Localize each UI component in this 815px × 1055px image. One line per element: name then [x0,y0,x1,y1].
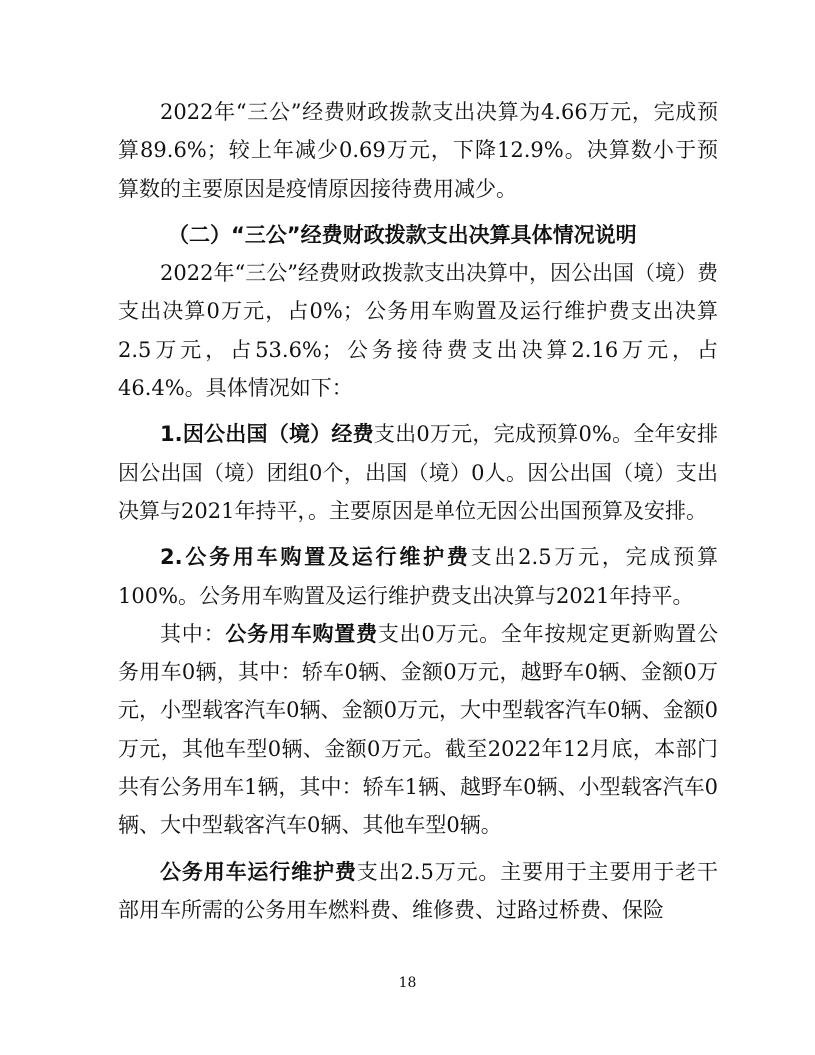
vehicle-expense-text: 支出2.5万元，完成预算100%。公务用车购置及运行维护费支出决算与2021年持平。 [118,545,718,608]
paragraph-vehicle-purchase [118,615,718,845]
vehicle-operation-label: 公务用车运行维护费 [160,859,357,884]
vehicle-purchase-text: 支出0万元。全年按规定更新购置公务用车0辆，其中：轿车0辆、金额0万元，越野车0辆、金额0万元，小型载客汽车0辆、金额0万元，大中型载客汽车0辆、金额0万元，其他车型0辆、金额0万元。截至2022年12月底，本部门共有公务用车1辆，其中：轿车1辆、越野车0辆、小型载客汽车0辆、大中型载客汽车0辆、其他车型0辆。 [118,621,718,838]
paragraph-vehicle-operation [118,853,718,930]
section-heading: （二）“三公”经费财政拨款支出决算具体情况说明 [168,222,637,247]
page-number: 18 [398,975,417,991]
vehicle-purchase-lead: 其中： [160,621,226,646]
vehicle-purchase-label: 公务用车购置费 [225,621,378,646]
paragraph-overseas-expense [118,415,718,530]
paragraph-summary: 2022年“三公”经费财政拨款支出决算为4.66万元，完成预算89.6%；较上年减少0.69万元，下降12.9%。决算数小于预算数的主要原因是疫情原因接待费用减少。 [118,100,718,201]
document-body [118,93,718,929]
paragraph-overview: 2022年“三公”经费财政拨款支出决算中，因公出国（境）费支出决算0万元，占0%；公务用车购置及运行维护费支出决算2.5万元，占53.6%；公务接待费支出决算2.16万元，占46.4%。具体情况如下： [118,261,718,401]
overseas-expense-label: 1.因公出国（境）经费 [160,422,374,447]
vehicle-operation-text: 支出2.5万元。主要用于主要用于老干部用车所需的公务用车燃料费、维修费、过路过桥费、保险 [118,859,719,922]
paragraph-vehicle-expense [118,538,718,615]
vehicle-expense-label: 2.公务用车购置及运行维护费 [160,545,471,570]
overseas-expense-text: 支出0万元，完成预算0%。全年安排因公出国（境）团组0个，出国（境）0人。因公出国（境）支出决算与2021年持平，。主要原因是单位无因公出国预算及安排。 [118,422,718,523]
